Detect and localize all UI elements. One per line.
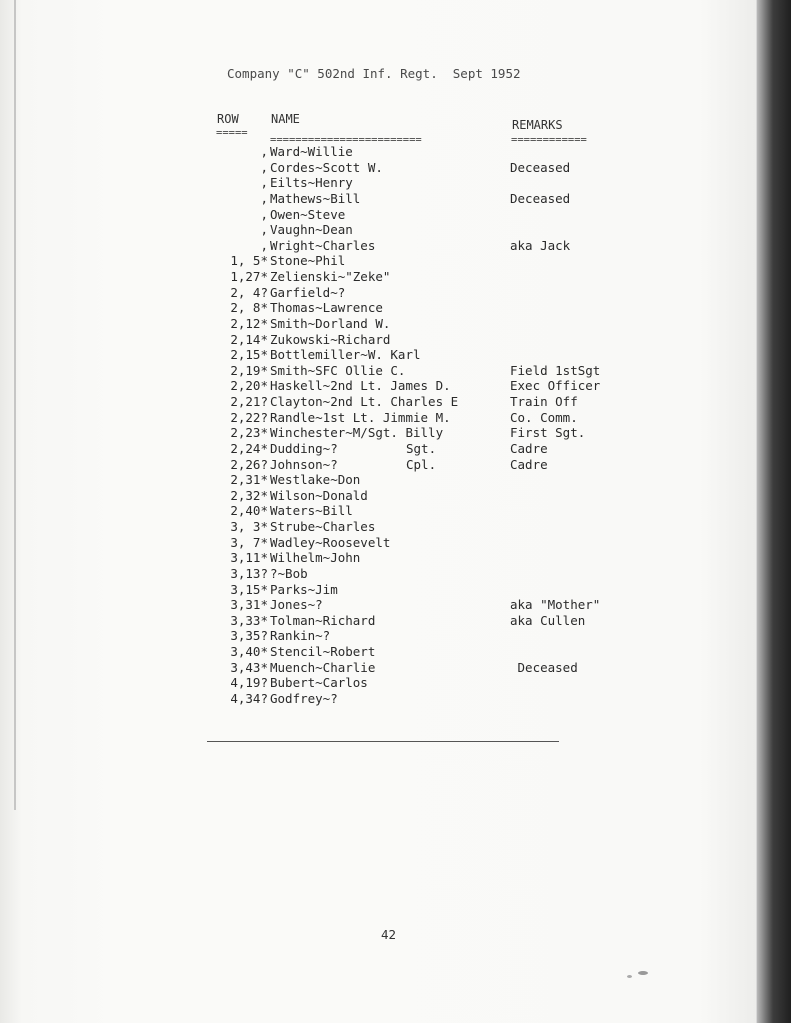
person-name: Stone~Phil — [270, 253, 346, 269]
list-item — [212, 628, 632, 644]
list-item — [212, 207, 632, 223]
person-name: Owen~Steve — [270, 206, 346, 222]
person-name: Mathews~Bill — [270, 190, 361, 206]
list-item — [212, 191, 632, 207]
row-number: 2,15* — [230, 347, 268, 363]
row-number: 2, 8* — [230, 300, 268, 316]
person-name: Strube~Charles — [270, 519, 376, 534]
remark: Deceased — [510, 190, 571, 206]
row-number: 3,35? — [230, 628, 268, 644]
remark: Cadre — [510, 440, 548, 456]
row-number: 2,20* — [230, 378, 268, 394]
row-number: 2,22? — [230, 409, 268, 425]
row-number: 3,40* — [230, 644, 268, 659]
list-item — [212, 535, 632, 551]
person-name: Haskell~2nd Lt. James D. — [270, 378, 451, 394]
list-item — [212, 613, 632, 629]
row-number: 2,24* — [230, 440, 268, 456]
scan-margin-line — [14, 0, 16, 810]
person-name: Wilson~Donald — [270, 487, 368, 503]
row-number: 3,33* — [230, 612, 268, 628]
person-name: Muench~Charlie — [270, 659, 376, 675]
list-item — [212, 503, 632, 519]
person-name: Eilts~Henry — [270, 175, 353, 191]
list-item — [212, 378, 632, 394]
remarks-header-underline: ============ — [511, 134, 587, 146]
row-number: 2,19* — [230, 362, 268, 378]
person-name: Dudding~? — [270, 440, 338, 456]
row-number: 2,40* — [230, 503, 268, 519]
remark: aka "Mother" — [510, 597, 601, 613]
person-name: Wilhelm~John — [270, 550, 361, 566]
row-number: 4,34? — [230, 690, 268, 706]
row-number: 3,11* — [230, 550, 268, 566]
row-number: 1,27* — [230, 269, 268, 284]
row-number: 3,13? — [230, 565, 268, 581]
list-item — [212, 660, 632, 676]
list-item — [212, 300, 632, 316]
list-item — [212, 253, 632, 269]
end-rule — [207, 741, 559, 742]
list-item — [212, 144, 632, 160]
row-number: 4,19? — [230, 675, 268, 691]
person-name: Jones~? — [270, 597, 323, 613]
person-name: Cordes~Scott W. — [270, 159, 383, 175]
list-item — [212, 597, 632, 613]
person-name: Westlake~Don — [270, 472, 361, 488]
person-name: Ward~Willie — [270, 144, 353, 159]
list-item — [212, 363, 632, 379]
row-number: , — [260, 206, 268, 222]
list-item — [212, 316, 632, 332]
row-number: , — [260, 190, 268, 206]
person-name: Zelienski~"Zeke" — [270, 269, 391, 284]
person-name: Tolman~Richard — [270, 612, 376, 628]
row-number: 3,15* — [230, 581, 268, 597]
person-name: Parks~Jim — [270, 581, 338, 597]
row-number: 3, 7* — [230, 534, 268, 550]
row-number: , — [260, 144, 268, 159]
page-title: Company "C" 502nd Inf. Regt. Sept 1952 — [227, 66, 521, 81]
person-name: Randle~1st Lt. Jimmie M. — [270, 409, 451, 425]
list-item — [212, 644, 632, 660]
row-number: 2,32* — [230, 487, 268, 503]
person-name: Godfrey~? — [270, 690, 338, 706]
row-number: 3, 3* — [230, 519, 268, 534]
person-name: Johnson~? — [270, 456, 338, 472]
row-number: 2,21? — [230, 394, 268, 409]
person-name: Stencil~Robert — [270, 644, 376, 659]
person-name: Clayton~2nd Lt. Charles E — [270, 394, 459, 409]
remark: aka Jack — [510, 237, 571, 253]
person-name: Zukowski~Richard — [270, 331, 391, 347]
remark: Deceased — [510, 159, 571, 175]
list-item — [212, 457, 632, 473]
person-name: Smith~Dorland W. — [270, 315, 391, 331]
list-item — [212, 675, 632, 691]
list-item — [212, 691, 632, 707]
column-header-name: NAME — [271, 112, 300, 126]
row-number: , — [260, 175, 268, 191]
scan-speck — [627, 975, 632, 978]
scan-speck — [638, 971, 648, 975]
person-name: Winchester~M/Sgt. Billy — [270, 425, 444, 441]
rank: Cpl. — [406, 456, 437, 472]
list-item — [212, 582, 632, 598]
person-name: Garfield~? — [270, 284, 346, 300]
list-item — [212, 269, 632, 285]
list-item — [212, 410, 632, 426]
remark: Deceased — [510, 659, 578, 675]
remark: First Sgt. — [510, 425, 586, 441]
list-item — [212, 285, 632, 301]
page-number: 42 — [381, 927, 397, 942]
remark: Co. Comm. — [510, 409, 578, 425]
list-item — [212, 488, 632, 504]
book-binding-shadow — [757, 0, 791, 1023]
person-name: Bottlemiller~W. Karl — [270, 347, 421, 363]
list-item — [212, 550, 632, 566]
name-header-underline: ======================== — [270, 134, 422, 146]
person-name: ?~Bob — [270, 565, 308, 581]
row-number: 2,26? — [230, 456, 268, 472]
row-number: 2,12* — [230, 315, 268, 331]
list-item — [212, 472, 632, 488]
column-header-remarks: REMARKS — [512, 118, 563, 132]
row-number: , — [260, 159, 268, 175]
person-name: Waters~Bill — [270, 503, 353, 519]
person-name: Rankin~? — [270, 628, 331, 644]
list-item — [212, 425, 632, 441]
list-item — [212, 519, 632, 535]
row-number: , — [260, 222, 268, 238]
row-header-underline: ===== — [216, 127, 248, 139]
row-number: 2, 4? — [230, 284, 268, 300]
remark: aka Cullen — [510, 612, 586, 628]
remark: Exec Officer — [510, 378, 601, 394]
row-number: 3,43* — [230, 659, 268, 675]
row-number: , — [260, 237, 268, 253]
roster-list — [212, 144, 632, 707]
list-item — [212, 347, 632, 363]
remark: Field 1stSgt — [510, 362, 601, 378]
person-name: Wright~Charles — [270, 237, 376, 253]
row-number: 2,14* — [230, 331, 268, 347]
person-name: Bubert~Carlos — [270, 675, 368, 691]
column-header-row: ROW — [217, 112, 239, 126]
list-item — [212, 394, 632, 410]
remark: Cadre — [510, 456, 548, 472]
list-item — [212, 566, 632, 582]
person-name: Smith~SFC Ollie C. — [270, 362, 406, 378]
list-item — [212, 238, 632, 254]
row-number: 3,31* — [230, 597, 268, 613]
row-number: 1, 5* — [230, 253, 268, 269]
list-item — [212, 441, 632, 457]
list-item — [212, 332, 632, 348]
person-name: Thomas~Lawrence — [270, 300, 383, 316]
list-item — [212, 160, 632, 176]
list-item — [212, 175, 632, 191]
rank: Sgt. — [406, 440, 437, 456]
list-item — [212, 222, 632, 238]
row-number: 2,23* — [230, 425, 268, 441]
remark: Train Off — [510, 394, 578, 409]
person-name: Wadley~Roosevelt — [270, 534, 391, 550]
person-name: Vaughn~Dean — [270, 222, 353, 238]
row-number: 2,31* — [230, 472, 268, 488]
